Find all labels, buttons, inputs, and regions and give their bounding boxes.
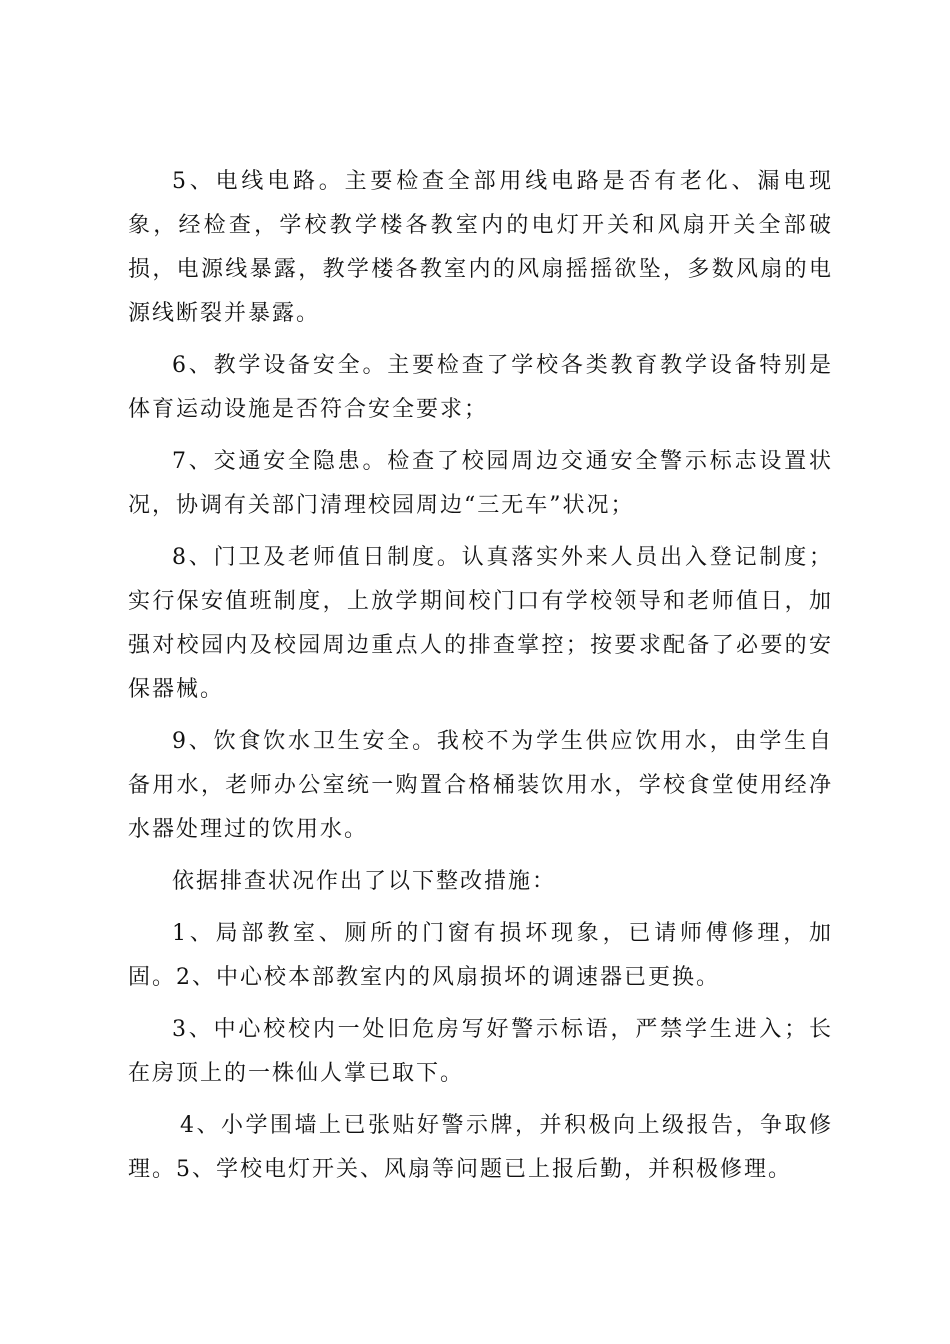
paragraph-measure-3: 3、中心校校内一处旧危房写好警示标语，严禁学生进入；长在房顶上的一株仙人掌已取下。 [128,1017,833,1086]
paragraph-electrical-wiring: 5、电线电路。主要检查全部用线电路是否有老化、漏电现象，经检查，学校教学楼各教室内的电灯开关和风扇开关全部破损，电源线暴露，教学楼各教室内的风扇摇摇欲坠，多数风扇的电源线断裂并暴露。 [128,169,833,326]
paragraph-measure-4-5: 4、小学围墙上已张贴好警示牌，并积极向上级报告，争取修理。5、学校电灯开关、风扇等问题已上报后勤，并积极修理。 [128,1113,833,1182]
paragraph-food-water-safety: 9、饮食饮水卫生安全。我校不为学生供应饮用水，由学生自备用水，老师办公室统一购置合格桶装饮用水，学校食堂使用经净水器处理过的饮用水。 [128,729,833,842]
paragraph-guard-duty: 8、门卫及老师值日制度。认真落实外来人员出入登记制度；实行保安值班制度，上放学期间校门口有学校领导和老师值日，加强对校园内及校园周边重点人的排查掌控；按要求配备了必要的安保器械。 [128,545,833,702]
paragraph-traffic-safety: 7、交通安全隐患。检查了校园周边交通安全警示标志设置状况，协调有关部门清理校园周边“三无车”状况； [128,449,833,518]
paragraph-measure-1-2: 1、局部教室、厕所的门窗有损坏现象，已请师傅修理，加固。2、中心校本部教室内的风扇损坏的调速器已更换。 [128,921,833,990]
document-body [128,160,833,1192]
paragraph-teaching-equipment: 6、教学设备安全。主要检查了学校各类教育教学设备特别是体育运动设施是否符合安全要求； [128,353,833,422]
paragraph-rectification-intro: 依据排查状况作出了以下整改措施： [172,869,557,894]
